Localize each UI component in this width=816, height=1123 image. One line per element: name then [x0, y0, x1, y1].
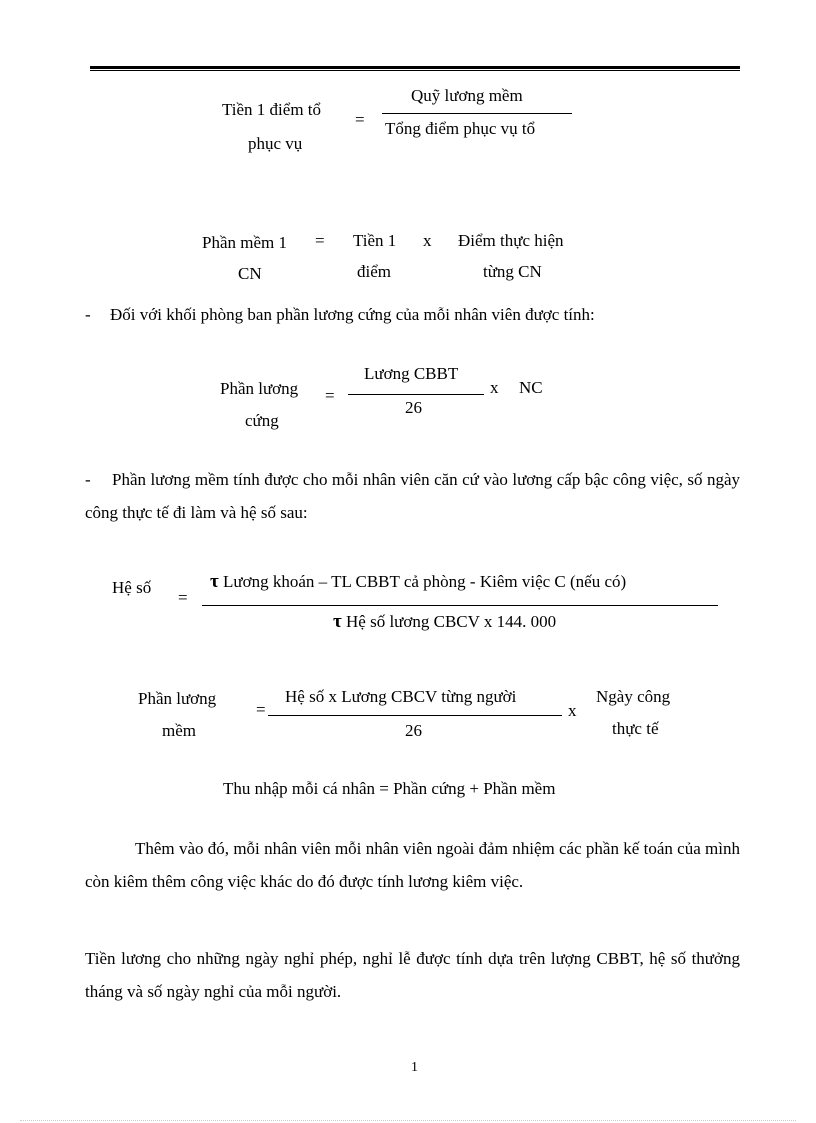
bullet2-text: Phần lương mềm tính được cho mỗi nhân viên căn cứ vào lương cấp bậc công việc, số ngày công thực tế đi làm và hệ số sau:	[85, 470, 740, 522]
formula4-numerator: Lương khoán – TL CBBT cả phòng - Kiêm việc C (nếu có)	[223, 572, 627, 591]
bullet2-dash: -	[85, 470, 91, 489]
formula2-term2-line2: từng CN	[483, 262, 542, 281]
formula1-fraction-line	[382, 113, 572, 114]
formula3-times: x	[490, 378, 499, 397]
formula5-denominator: 26	[405, 721, 422, 740]
formula-thu-nhap: Thu nhập mỗi cá nhân = Phần cứng + Phần mềm	[223, 779, 556, 798]
formula1-lhs-line1: Tiền 1 điểm tổ	[222, 100, 322, 119]
formula5-fraction-line	[268, 715, 562, 716]
formula5-numerator: Hệ số x Lương CBCV từng người	[285, 687, 517, 706]
formula5-lhs-line1: Phần lương	[138, 689, 217, 708]
formula4-fraction-line	[202, 605, 718, 606]
sigma-symbol-icon: τ	[210, 571, 219, 592]
formula5-lhs-line2: mềm	[162, 721, 196, 740]
header-rule-thin	[90, 70, 740, 71]
paragraph-kiem-viec: Thêm vào đó, mỗi nhân viên mỗi nhân viên ngoài đảm nhiệm các phần kế toán của mình còn kiêm thêm công việc khác do đó được tính lương kiêm việc.	[85, 839, 740, 891]
formula2-lhs-line2: CN	[238, 264, 262, 283]
formula4-equals: =	[178, 588, 188, 607]
formula3-lhs-line2: cứng	[245, 411, 279, 430]
formula3-numerator: Lương CBBT	[364, 364, 459, 383]
page-number: 1	[411, 1060, 418, 1075]
page-bottom-border	[20, 1120, 796, 1121]
formula2-times: x	[423, 231, 432, 250]
sigma-symbol-icon: τ	[333, 611, 342, 632]
formula1-numerator: Quỹ lương mềm	[411, 86, 523, 105]
formula2-lhs-line1: Phần mềm 1	[202, 233, 287, 252]
formula5-times: x	[568, 701, 577, 720]
formula3-equals: =	[325, 386, 335, 405]
formula5-equals: =	[256, 700, 266, 719]
formula2-term1-line2: điểm	[357, 262, 391, 281]
formula4-denominator-row	[333, 611, 556, 633]
formula1-denominator: Tổng điểm phục vụ tổ	[385, 119, 536, 138]
formula2-term1-line1: Tiền 1	[353, 231, 397, 250]
formula2-term2-line1: Điểm thực hiện	[458, 231, 564, 250]
formula5-factor-line2: thực tế	[612, 719, 659, 738]
paragraph-nghi-phep: Tiền lương cho những ngày nghỉ phép, nghỉ lễ được tính dựa trên lượng CBBT, hệ số thưởng tháng và số ngày nghỉ của mỗi người.	[85, 949, 740, 1001]
formula2-equals: =	[315, 231, 325, 250]
formula1-lhs-line2: phục vụ	[248, 134, 303, 153]
bullet1-dash: -	[85, 305, 91, 324]
formula1-equals: =	[355, 110, 365, 129]
formula3-factor: NC	[519, 378, 543, 397]
formula5-factor-line1: Ngày công	[596, 687, 671, 706]
formula4-numerator-row	[210, 571, 626, 593]
header-rule	[90, 66, 740, 69]
bullet1-text: Đối với khối phòng ban phần lương cứng của mỗi nhân viên được tính:	[110, 305, 595, 324]
formula4-denominator: Hệ số lương CBCV x 144. 000	[346, 612, 557, 631]
formula4-lhs: Hệ số	[112, 578, 152, 597]
formula3-lhs-line1: Phần lương	[220, 379, 299, 398]
formula3-fraction-line	[348, 394, 484, 395]
formula3-denominator: 26	[405, 398, 422, 417]
